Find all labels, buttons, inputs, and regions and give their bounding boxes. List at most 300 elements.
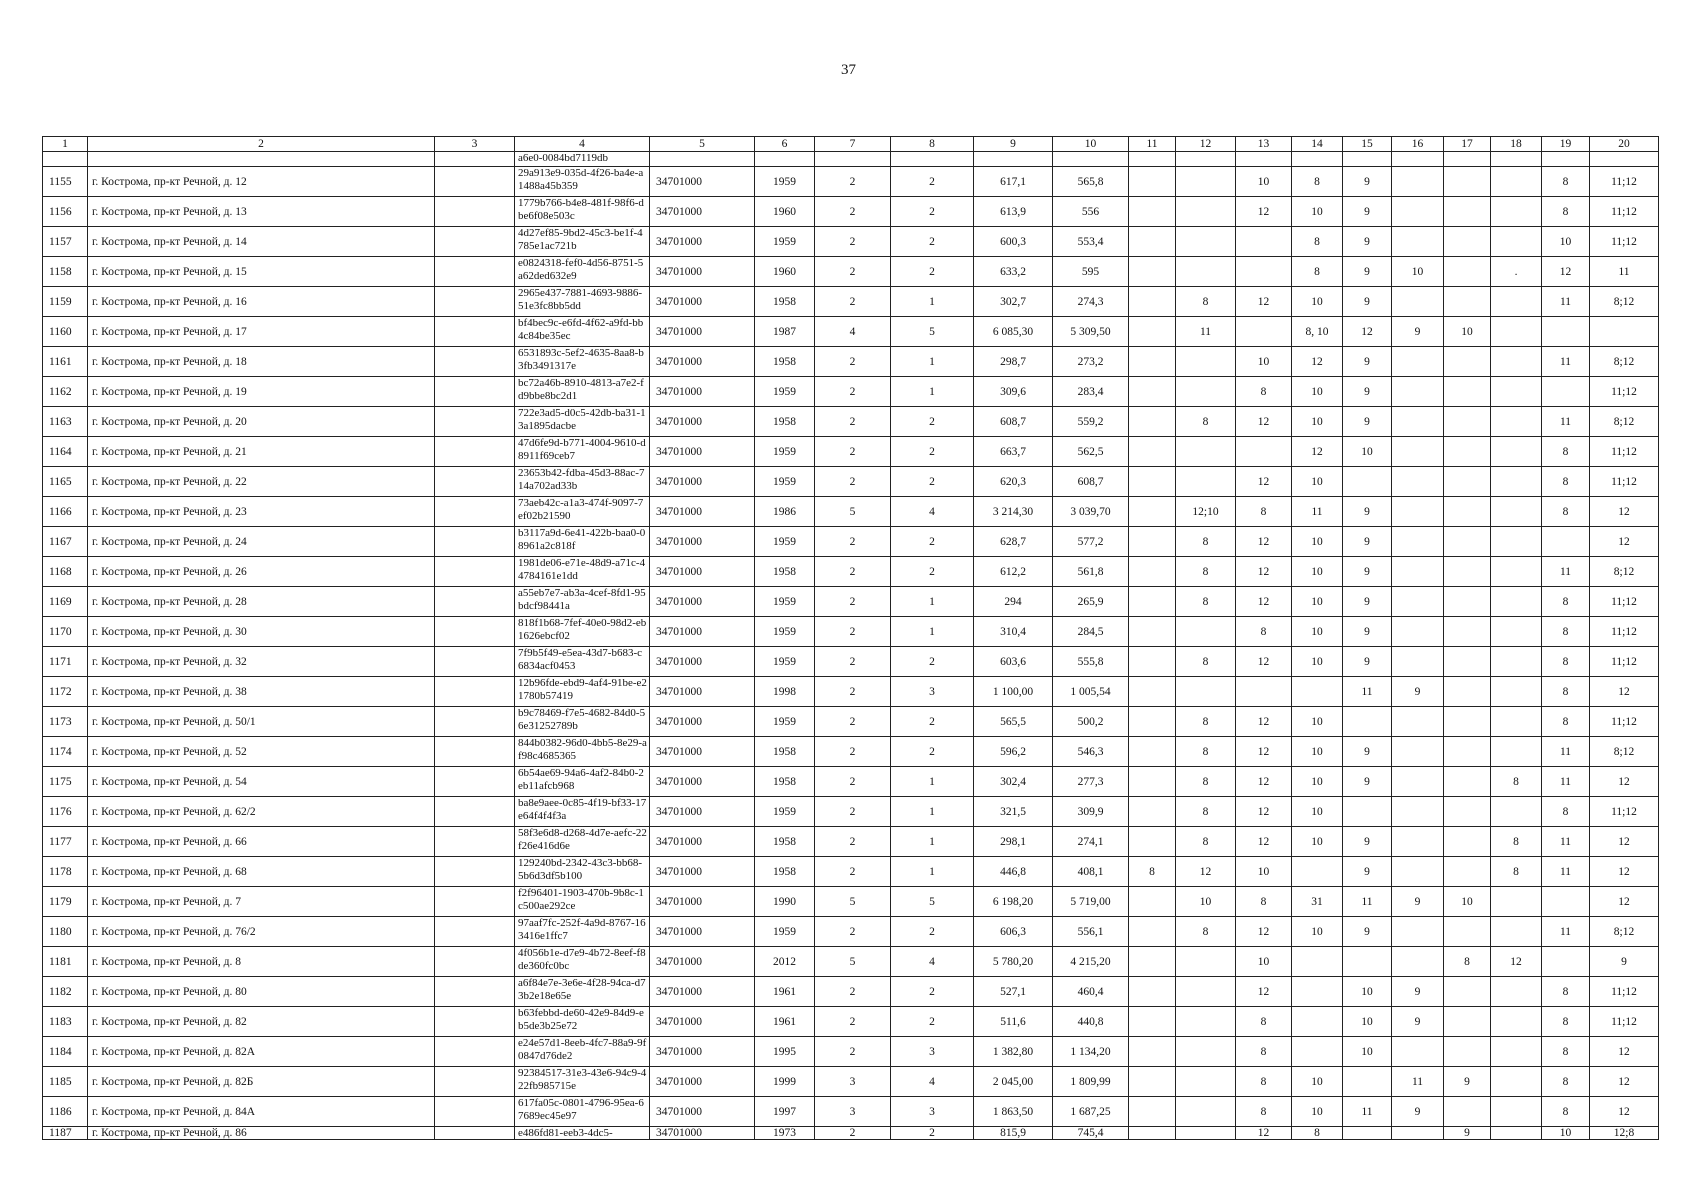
col-12-cell: 8: [1176, 527, 1236, 557]
col-13-cell: 12: [1236, 647, 1292, 677]
row-number-cell: 1187: [43, 1127, 88, 1140]
house-guid-cell: 97aaf7fc-252f-4a9d-8767-163416e1ffc7: [515, 917, 650, 947]
living-area-cell: 460,4: [1053, 977, 1129, 1007]
row-number-cell: 1164: [43, 437, 88, 467]
col-15-cell: 9: [1343, 227, 1392, 257]
column-header: 14: [1292, 137, 1343, 152]
col-12-cell: 8: [1176, 407, 1236, 437]
total-area-cell: 613,9: [974, 197, 1053, 227]
col-20-cell: 11;12: [1590, 707, 1659, 737]
col-19-cell: 11: [1542, 767, 1590, 797]
col-15-cell: 10: [1343, 977, 1392, 1007]
entrances-cell: 2: [891, 197, 974, 227]
floors-cell: 5: [815, 497, 891, 527]
col-18-cell: [1491, 677, 1542, 707]
house-guid-cell: 129240bd-2342-43c3-bb68-5b6d3df5b100: [515, 857, 650, 887]
col-17-cell: 8: [1444, 947, 1491, 977]
col-18-cell: [1491, 1097, 1542, 1127]
row-number-cell: 1174: [43, 737, 88, 767]
col-14-cell: 10: [1292, 707, 1343, 737]
column-header: 19: [1542, 137, 1590, 152]
col-20-cell: 12: [1590, 827, 1659, 857]
house-guid-cell: b3117a9d-6e41-422b-baa0-08961a2c818f: [515, 527, 650, 557]
col-17-cell: [1444, 737, 1491, 767]
build-year-cell: 1958: [755, 767, 815, 797]
entrances-cell: 2: [891, 707, 974, 737]
col-20-cell: 11;12: [1590, 797, 1659, 827]
house-guid-cell: e486fd81-eeb3-4dc5-: [515, 1127, 650, 1140]
house-guid-cell: 6531893c-5ef2-4635-8aa8-b3fb3491317e: [515, 347, 650, 377]
house-guid-cell: 617fa05c-0801-4796-95ea-67689ec45e97: [515, 1097, 650, 1127]
col-11-cell: [1129, 887, 1176, 917]
col-3-cell: [435, 347, 515, 377]
address-cell: г. Кострома, пр-кт Речной, д. 15: [88, 257, 435, 287]
col-15-cell: 9: [1343, 857, 1392, 887]
build-year-cell: 1960: [755, 257, 815, 287]
floors-cell: 2: [815, 167, 891, 197]
address-cell: г. Кострома, пр-кт Речной, д. 18: [88, 347, 435, 377]
col-11-cell: [1129, 1007, 1176, 1037]
col-20-cell: 12: [1590, 857, 1659, 887]
col-3-cell: [435, 1007, 515, 1037]
col-3-cell: [435, 167, 515, 197]
col-17-cell: [1444, 257, 1491, 287]
col-15-cell: [1343, 1127, 1392, 1140]
col-18-cell: [1491, 467, 1542, 497]
entrances-cell: 2: [891, 437, 974, 467]
total-area-cell: 608,7: [974, 407, 1053, 437]
table-row: [43, 287, 1659, 317]
column-header: 13: [1236, 137, 1292, 152]
col-20-cell: 11;12: [1590, 587, 1659, 617]
column-header: 6: [755, 137, 815, 152]
col-13-cell: 12: [1236, 827, 1292, 857]
col-15-cell: 9: [1343, 377, 1392, 407]
table-row: [43, 257, 1659, 287]
col-14-cell: 10: [1292, 1097, 1343, 1127]
table-row: [43, 437, 1659, 467]
col-20-cell: 11;12: [1590, 167, 1659, 197]
col-20-cell: 11;12: [1590, 197, 1659, 227]
col-14-cell: 12: [1292, 437, 1343, 467]
col-16-cell: [1392, 467, 1444, 497]
col-3-cell: [435, 287, 515, 317]
build-year-cell: 1959: [755, 647, 815, 677]
oktmo-code-cell: 34701000: [650, 1127, 755, 1140]
build-year-cell: 1958: [755, 827, 815, 857]
build-year-cell: 1995: [755, 1037, 815, 1067]
col-19-cell: 8: [1542, 1067, 1590, 1097]
col-19-cell: 8: [1542, 977, 1590, 1007]
house-guid-cell: ba8e9aee-0c85-4f19-bf33-17e64f4f4f3a: [515, 797, 650, 827]
house-guid-cell: 58f3e6d8-d268-4d7e-aefc-22f26e416d6e: [515, 827, 650, 857]
column-header: 17: [1444, 137, 1491, 152]
build-year-cell: 1998: [755, 677, 815, 707]
col-16-cell: [1392, 1127, 1444, 1140]
table-row: [43, 887, 1659, 917]
col-17-cell: [1444, 437, 1491, 467]
oktmo-code-cell: 34701000: [650, 227, 755, 257]
total-area-cell: 612,2: [974, 557, 1053, 587]
col-20-cell: 12: [1590, 1037, 1659, 1067]
house-guid-cell: e24e57d1-8eeb-4fc7-88a9-9f0847d76de2: [515, 1037, 650, 1067]
col-13-cell: 12: [1236, 1127, 1292, 1140]
col-11-cell: [1129, 467, 1176, 497]
col-16-cell: [1392, 827, 1444, 857]
table-row: [43, 857, 1659, 887]
living-area-cell: 555,8: [1053, 647, 1129, 677]
table-row: [43, 737, 1659, 767]
col-11-cell: [1129, 167, 1176, 197]
col-16-cell: [1392, 587, 1444, 617]
row-number-cell: 1182: [43, 977, 88, 1007]
floors-cell: 2: [815, 977, 891, 1007]
column-header: 4: [515, 137, 650, 152]
build-year-cell: 1973: [755, 1127, 815, 1140]
col-3-cell: [435, 497, 515, 527]
table-row: [43, 647, 1659, 677]
row-number-cell: 1157: [43, 227, 88, 257]
col-11-cell: [1129, 977, 1176, 1007]
floors-cell: 2: [815, 197, 891, 227]
col-16-cell: 9: [1392, 887, 1444, 917]
col-13-cell: [1236, 317, 1292, 347]
column-header: 8: [891, 137, 974, 152]
col-17-cell: [1444, 557, 1491, 587]
address-cell: г. Кострома, пр-кт Речной, д. 24: [88, 527, 435, 557]
floors-cell: 2: [815, 917, 891, 947]
build-year-cell: 1990: [755, 887, 815, 917]
col-13-cell: [1236, 677, 1292, 707]
col-14-cell: 10: [1292, 617, 1343, 647]
col-3-cell: [435, 587, 515, 617]
col-3-cell: [435, 197, 515, 227]
col-19-cell: 8: [1542, 1037, 1590, 1067]
entrances-cell: 1: [891, 347, 974, 377]
col-15-cell: 9: [1343, 257, 1392, 287]
col-17-cell: 9: [1444, 1067, 1491, 1097]
col-15-cell: 10: [1343, 437, 1392, 467]
col-19-cell: 8: [1542, 707, 1590, 737]
col-13-cell: [1236, 227, 1292, 257]
row-number-cell: 1165: [43, 467, 88, 497]
living-area-cell: 1 005,54: [1053, 677, 1129, 707]
col-11-cell: [1129, 1127, 1176, 1140]
col-11-cell: [1129, 917, 1176, 947]
col-15-cell: 10: [1343, 1037, 1392, 1067]
address-cell: г. Кострома, пр-кт Речной, д. 7: [88, 887, 435, 917]
build-year-cell: 1958: [755, 407, 815, 437]
col-19-cell: 10: [1542, 227, 1590, 257]
col-12-cell: 8: [1176, 917, 1236, 947]
address-cell: г. Кострома, пр-кт Речной, д. 8: [88, 947, 435, 977]
build-year-cell: 1986: [755, 497, 815, 527]
col-18-cell: [1491, 407, 1542, 437]
col-3-cell: [435, 647, 515, 677]
col-17-cell: [1444, 827, 1491, 857]
floors-cell: 2: [815, 287, 891, 317]
col-11-cell: [1129, 287, 1176, 317]
col-16-cell: 9: [1392, 1097, 1444, 1127]
col-18-cell: [1491, 377, 1542, 407]
row-number-cell: 1179: [43, 887, 88, 917]
col-17-cell: [1444, 647, 1491, 677]
table-row: [43, 767, 1659, 797]
col-15-cell: 9: [1343, 767, 1392, 797]
col-14-cell: 10: [1292, 917, 1343, 947]
col-14-cell: 10: [1292, 647, 1343, 677]
col-17-cell: [1444, 587, 1491, 617]
total-area-cell: 6 198,20: [974, 887, 1053, 917]
col-19-cell: [1542, 317, 1590, 347]
table-row: [43, 557, 1659, 587]
living-area-cell: 4 215,20: [1053, 947, 1129, 977]
build-year-cell: 1958: [755, 347, 815, 377]
entrances-cell: 2: [891, 647, 974, 677]
col-12-cell: [1176, 197, 1236, 227]
col-13-cell: 8: [1236, 887, 1292, 917]
col-20-cell: 11;12: [1590, 647, 1659, 677]
col-13-cell: [1236, 437, 1292, 467]
col-19-cell: [1542, 947, 1590, 977]
col-18-cell: 8: [1491, 767, 1542, 797]
col-14-cell: 10: [1292, 467, 1343, 497]
table-row: [43, 1097, 1659, 1127]
address-cell: г. Кострома, пр-кт Речной, д. 50/1: [88, 707, 435, 737]
col-13-cell: 10: [1236, 857, 1292, 887]
col-15-cell: 10: [1343, 1007, 1392, 1037]
col-19-cell: [1542, 377, 1590, 407]
oktmo-code-cell: 34701000: [650, 437, 755, 467]
oktmo-code-cell: 34701000: [650, 467, 755, 497]
col-3-cell: [435, 917, 515, 947]
col-3-cell: [435, 227, 515, 257]
col-17-cell: [1444, 287, 1491, 317]
col-13-cell: 8: [1236, 377, 1292, 407]
entrances-cell: 1: [891, 617, 974, 647]
address-cell: г. Кострома, пр-кт Речной, д. 76/2: [88, 917, 435, 947]
col-20-cell: 12: [1590, 1067, 1659, 1097]
col-17-cell: [1444, 767, 1491, 797]
floors-cell: 2: [815, 257, 891, 287]
column-header: 15: [1343, 137, 1392, 152]
table-row: [43, 707, 1659, 737]
total-area-cell: 321,5: [974, 797, 1053, 827]
col-12-cell: 12;10: [1176, 497, 1236, 527]
build-year-cell: 1959: [755, 377, 815, 407]
col-14-cell: 8, 10: [1292, 317, 1343, 347]
build-year-cell: 1958: [755, 287, 815, 317]
col-20-cell: 11;12: [1590, 227, 1659, 257]
entrances-cell: 4: [891, 497, 974, 527]
address-cell: г. Кострома, пр-кт Речной, д. 54: [88, 767, 435, 797]
floors-cell: 2: [815, 347, 891, 377]
col-19-cell: 8: [1542, 167, 1590, 197]
entrances-cell: 1: [891, 827, 974, 857]
house-guid-cell: 844b0382-96d0-4bb5-8e29-af98c4685365: [515, 737, 650, 767]
total-area-cell: 298,1: [974, 827, 1053, 857]
col-3-cell: [435, 1127, 515, 1140]
col-18-cell: [1491, 617, 1542, 647]
col-15-cell: 11: [1343, 677, 1392, 707]
col-16-cell: [1392, 227, 1444, 257]
col-11-cell: [1129, 767, 1176, 797]
col-13-cell: 8: [1236, 1037, 1292, 1067]
col-12-cell: [1176, 377, 1236, 407]
col-20-cell: 11;12: [1590, 377, 1659, 407]
oktmo-code-cell: 34701000: [650, 647, 755, 677]
col-12-cell: [1176, 347, 1236, 377]
address-cell: г. Кострома, пр-кт Речной, д. 80: [88, 977, 435, 1007]
col-20-cell: 12: [1590, 497, 1659, 527]
row-number-cell: 1178: [43, 857, 88, 887]
col-3-cell: [435, 857, 515, 887]
col-11-cell: [1129, 257, 1176, 287]
col-11-cell: [1129, 737, 1176, 767]
column-header: 16: [1392, 137, 1444, 152]
floors-cell: 2: [815, 437, 891, 467]
col-16-cell: [1392, 617, 1444, 647]
row-number-cell: 1169: [43, 587, 88, 617]
col-20-cell: 11;12: [1590, 977, 1659, 1007]
col-14-cell: 10: [1292, 407, 1343, 437]
col-16-cell: [1392, 1037, 1444, 1067]
col-13-cell: 8: [1236, 497, 1292, 527]
col-12-cell: [1176, 977, 1236, 1007]
row-number-cell: 1172: [43, 677, 88, 707]
entrances-cell: 1: [891, 797, 974, 827]
oktmo-code-cell: 34701000: [650, 527, 755, 557]
entrances-cell: 2: [891, 977, 974, 1007]
col-3-cell: [435, 437, 515, 467]
address-cell: г. Кострома, пр-кт Речной, д. 21: [88, 437, 435, 467]
col-11-cell: [1129, 707, 1176, 737]
oktmo-code-cell: 34701000: [650, 587, 755, 617]
column-header: 10: [1053, 137, 1129, 152]
col-15-cell: [1343, 1067, 1392, 1097]
col-16-cell: [1392, 437, 1444, 467]
house-guid-cell: 29a913e9-035d-4f26-ba4e-a1488a45b359: [515, 167, 650, 197]
col-12-cell: [1176, 437, 1236, 467]
living-area-cell: 273,2: [1053, 347, 1129, 377]
col-16-cell: 10: [1392, 257, 1444, 287]
address-cell: г. Кострома, пр-кт Речной, д. 30: [88, 617, 435, 647]
col-11-cell: [1129, 677, 1176, 707]
page-number: 37: [841, 62, 856, 78]
living-area-cell: 500,2: [1053, 707, 1129, 737]
col-12-cell: 8: [1176, 797, 1236, 827]
col-11-cell: [1129, 947, 1176, 977]
col-12-cell: [1176, 617, 1236, 647]
table-row: [43, 347, 1659, 377]
col-15-cell: [1343, 707, 1392, 737]
col-14-cell: 8: [1292, 227, 1343, 257]
floors-cell: 2: [815, 227, 891, 257]
col-20-cell: [1590, 317, 1659, 347]
build-year-cell: 1987: [755, 317, 815, 347]
total-area-cell: 617,1: [974, 167, 1053, 197]
col-3-cell: [435, 1037, 515, 1067]
col-19-cell: 11: [1542, 557, 1590, 587]
table-row: [43, 587, 1659, 617]
col-12-cell: [1176, 677, 1236, 707]
living-area-cell: 5 309,50: [1053, 317, 1129, 347]
table-row: [43, 827, 1659, 857]
living-area-cell: 5 719,00: [1053, 887, 1129, 917]
col-16-cell: [1392, 917, 1444, 947]
housing-registry-table: [42, 136, 1659, 1140]
col-14-cell: 10: [1292, 527, 1343, 557]
col-18-cell: [1491, 167, 1542, 197]
table-row: [43, 917, 1659, 947]
living-area-cell: 546,3: [1053, 737, 1129, 767]
col-17-cell: [1444, 1037, 1491, 1067]
entrances-cell: 4: [891, 1067, 974, 1097]
col-16-cell: [1392, 857, 1444, 887]
total-area-cell: 294: [974, 587, 1053, 617]
table-row: [43, 947, 1659, 977]
total-area-cell: 302,7: [974, 287, 1053, 317]
col-13-cell: 12: [1236, 287, 1292, 317]
col-3-cell: [435, 767, 515, 797]
entrances-cell: 1: [891, 857, 974, 887]
oktmo-code-cell: 34701000: [650, 1097, 755, 1127]
col-18-cell: [1491, 557, 1542, 587]
address-cell: г. Кострома, пр-кт Речной, д. 32: [88, 647, 435, 677]
col-13-cell: 8: [1236, 617, 1292, 647]
col-11-cell: [1129, 437, 1176, 467]
address-cell: г. Кострома, пр-кт Речной, д. 86: [88, 1127, 435, 1140]
col-18-cell: .: [1491, 257, 1542, 287]
address-cell: г. Кострома, пр-кт Речной, д. 84А: [88, 1097, 435, 1127]
entrances-cell: 5: [891, 317, 974, 347]
col-14-cell: 10: [1292, 587, 1343, 617]
floors-cell: 2: [815, 857, 891, 887]
col-13-cell: 12: [1236, 797, 1292, 827]
col-17-cell: [1444, 347, 1491, 377]
col-14-cell: [1292, 1007, 1343, 1037]
col-11-cell: [1129, 227, 1176, 257]
oktmo-code-cell: 34701000: [650, 887, 755, 917]
living-area-cell: 408,1: [1053, 857, 1129, 887]
col-11-cell: [1129, 1067, 1176, 1097]
col-16-cell: [1392, 527, 1444, 557]
table-row: [43, 227, 1659, 257]
house-guid-cell: 2965e437-7881-4693-9886-51e3fc8bb5dd: [515, 287, 650, 317]
col-19-cell: 8: [1542, 677, 1590, 707]
col-16-cell: [1392, 557, 1444, 587]
col-16-cell: [1392, 797, 1444, 827]
col-18-cell: [1491, 227, 1542, 257]
entrances-cell: 2: [891, 167, 974, 197]
col-18-cell: [1491, 287, 1542, 317]
total-area-cell: 628,7: [974, 527, 1053, 557]
col-14-cell: 10: [1292, 1067, 1343, 1097]
row-number-cell: 1163: [43, 407, 88, 437]
floors-cell: 4: [815, 317, 891, 347]
address-cell: г. Кострома, пр-кт Речной, д. 66: [88, 827, 435, 857]
house-guid-cell: 1981de06-e71e-48d9-a71c-44784161e1dd: [515, 557, 650, 587]
col-14-cell: [1292, 1037, 1343, 1067]
living-area-cell: 556: [1053, 197, 1129, 227]
continuation-guid: a6e0-0084bd7119db: [515, 152, 650, 167]
living-area-cell: 274,1: [1053, 827, 1129, 857]
col-20-cell: 11;12: [1590, 1007, 1659, 1037]
total-area-cell: 633,2: [974, 257, 1053, 287]
floors-cell: 2: [815, 617, 891, 647]
col-18-cell: [1491, 887, 1542, 917]
entrances-cell: 2: [891, 527, 974, 557]
